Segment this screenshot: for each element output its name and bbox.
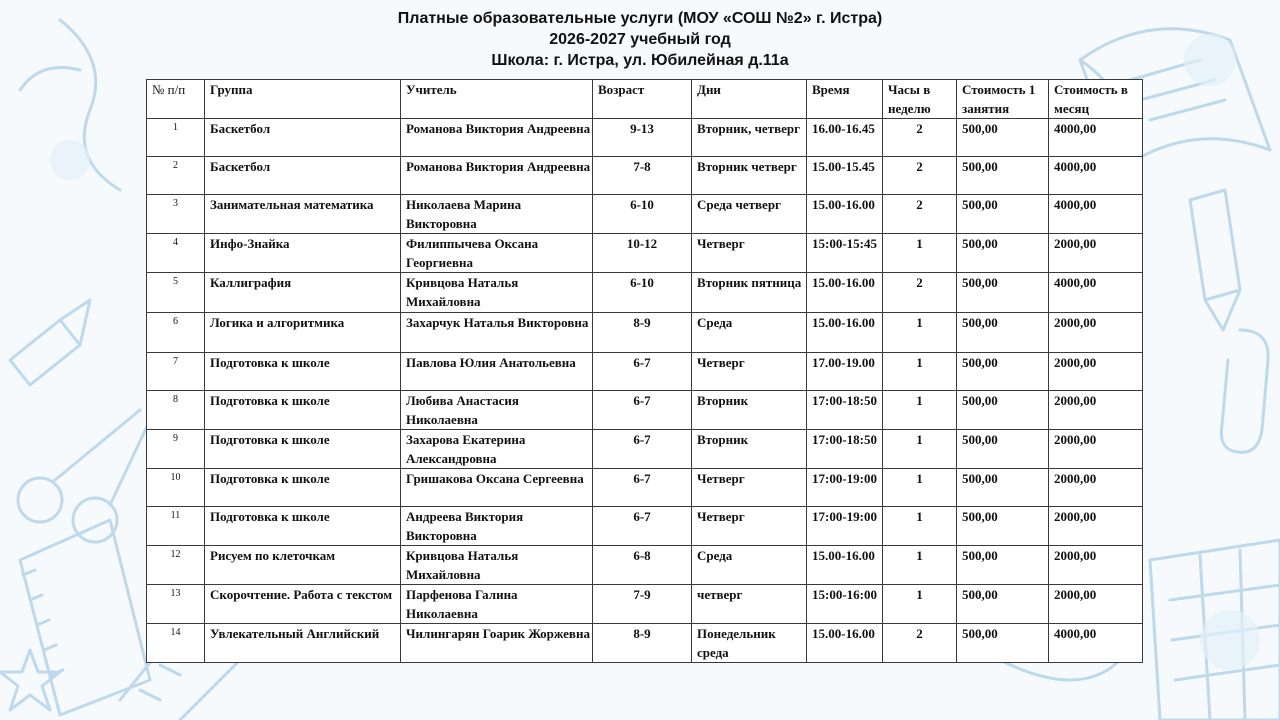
header-year: 2026-2027 учебный год [549,31,731,48]
column-header-group: Группа [205,80,401,119]
cell-time: 17.00-19.00 [807,353,883,391]
cell-hours: 1 [883,585,957,624]
cell-hours: 1 [883,469,957,507]
column-header-age: Возраст [593,80,692,119]
table-body [147,119,1143,663]
cell-num: 12 [147,546,205,585]
table-row [147,157,1143,195]
cell-time: 15.00-16.00 [807,546,883,585]
cell-teacher: Романова Виктория Андреевна [401,157,593,195]
cell-days: Среда четверг [692,195,807,234]
cell-age: 7-8 [593,157,692,195]
cell-price-month: 4000,00 [1049,157,1143,195]
cell-age: 6-7 [593,391,692,430]
cell-price-lesson: 500,00 [957,195,1049,234]
document-header [0,8,1280,71]
cell-hours: 2 [883,195,957,234]
cell-teacher: Кривцова Наталья Михайловна [401,546,593,585]
cell-days: Вторник четверг [692,157,807,195]
table-row [147,119,1143,157]
cell-hours: 1 [883,234,957,273]
cell-hours: 1 [883,353,957,391]
cell-hours: 1 [883,507,957,546]
table-row [147,546,1143,585]
cell-hours: 1 [883,546,957,585]
cell-price-lesson: 500,00 [957,353,1049,391]
cell-price-month: 2000,00 [1049,313,1143,353]
cell-price-month: 2000,00 [1049,391,1143,430]
cell-time: 15.00-15.45 [807,157,883,195]
cell-price-month: 4000,00 [1049,195,1143,234]
cell-price-month: 4000,00 [1049,624,1143,663]
cell-price-month: 2000,00 [1049,430,1143,469]
cell-time: 15.00-16.00 [807,195,883,234]
column-header-price-month: Стоимость в месяц [1049,80,1143,119]
cell-age: 8-9 [593,624,692,663]
cell-age: 6-7 [593,430,692,469]
cell-group: Баскетбол [205,119,401,157]
cell-group: Скорочтение. Работа с текстом [205,585,401,624]
cell-age: 10-12 [593,234,692,273]
cell-teacher: Гришакова Оксана Сергеевна [401,469,593,507]
cell-price-lesson: 500,00 [957,469,1049,507]
cell-age: 6-7 [593,353,692,391]
cell-teacher: Любива Анастасия Николаевна [401,391,593,430]
cell-price-lesson: 500,00 [957,313,1049,353]
cell-days: Вторник, четверг [692,119,807,157]
cell-time: 17:00-18:50 [807,430,883,469]
cell-hours: 2 [883,157,957,195]
cell-hours: 2 [883,119,957,157]
cell-days: Четверг [692,234,807,273]
cell-num: 9 [147,430,205,469]
cell-age: 6-7 [593,469,692,507]
cell-num: 14 [147,624,205,663]
cell-age: 6-10 [593,273,692,313]
cell-group: Логика и алгоритмика [205,313,401,353]
cell-days: Вторник пятница [692,273,807,313]
cell-days: Четверг [692,353,807,391]
table-row [147,273,1143,313]
table-header-row [147,80,1143,119]
cell-teacher: Чилингарян Гоарик Жоржевна [401,624,593,663]
table-row [147,585,1143,624]
header-title: Платные образовательные услуги (МОУ «СОШ №2» г. Истра) [397,10,883,27]
cell-group: Баскетбол [205,157,401,195]
column-header-time: Время [807,80,883,119]
cell-time: 17:00-19:00 [807,507,883,546]
cell-price-month: 2000,00 [1049,585,1143,624]
column-header-teacher: Учитель [401,80,593,119]
cell-teacher: Захарова Екатерина Александровна [401,430,593,469]
cell-price-month: 2000,00 [1049,234,1143,273]
column-header-num: № п/п [147,80,205,119]
cell-days: Четверг [692,507,807,546]
cell-num: 8 [147,391,205,430]
cell-age: 9-13 [593,119,692,157]
cell-teacher: Павлова Юлия Анатольевна [401,353,593,391]
column-header-hours: Часы в неделю [883,80,957,119]
cell-num: 10 [147,469,205,507]
table-row [147,313,1143,353]
cell-teacher: Захарчук Наталья Викторовна [401,313,593,353]
cell-time: 15.00-16.00 [807,313,883,353]
cell-price-month: 2000,00 [1049,546,1143,585]
cell-days: Вторник [692,430,807,469]
table-row [147,234,1143,273]
services-table [146,79,1143,663]
table-row [147,469,1143,507]
cell-hours: 1 [883,430,957,469]
table-row [147,507,1143,546]
cell-teacher: Филиппычева Оксана Георгиевна [401,234,593,273]
cell-price-month: 4000,00 [1049,119,1143,157]
cell-price-lesson: 500,00 [957,119,1049,157]
table-row [147,353,1143,391]
cell-time: 15:00-15:45 [807,234,883,273]
cell-time: 15.00-16.00 [807,624,883,663]
cell-time: 17:00-19:00 [807,469,883,507]
cell-hours: 1 [883,313,957,353]
cell-group: Подготовка к школе [205,391,401,430]
cell-teacher: Парфенова Галина Николаевна [401,585,593,624]
cell-age: 6-7 [593,507,692,546]
cell-price-month: 2000,00 [1049,507,1143,546]
cell-group: Рисуем по клеточкам [205,546,401,585]
cell-hours: 2 [883,273,957,313]
cell-price-lesson: 500,00 [957,273,1049,313]
cell-days: Понедельник среда [692,624,807,663]
cell-num: 11 [147,507,205,546]
cell-group: Инфо-Знайка [205,234,401,273]
cell-group: Каллиграфия [205,273,401,313]
cell-price-lesson: 500,00 [957,624,1049,663]
cell-teacher: Николаева Марина Викторовна [401,195,593,234]
cell-group: Подготовка к школе [205,507,401,546]
cell-group: Подготовка к школе [205,430,401,469]
cell-price-lesson: 500,00 [957,507,1049,546]
cell-days: Среда [692,546,807,585]
cell-num: 2 [147,157,205,195]
cell-hours: 1 [883,391,957,430]
cell-teacher: Андреева Виктория Викторовна [401,507,593,546]
cell-days: Среда [692,313,807,353]
header-address: Школа: г. Истра, ул. Юбилейная д.11а [491,52,789,69]
table-row [147,195,1143,234]
cell-price-lesson: 500,00 [957,430,1049,469]
column-header-price-lesson: Стоимость 1 занятия [957,80,1049,119]
cell-price-lesson: 500,00 [957,234,1049,273]
cell-price-lesson: 500,00 [957,157,1049,195]
cell-days: Четверг [692,469,807,507]
cell-price-lesson: 500,00 [957,391,1049,430]
cell-num: 5 [147,273,205,313]
cell-price-month: 4000,00 [1049,273,1143,313]
table-row [147,391,1143,430]
cell-age: 6-10 [593,195,692,234]
cell-group: Подготовка к школе [205,353,401,391]
cell-group: Занимательная математика [205,195,401,234]
cell-teacher: Кривцова Наталья Михайловна [401,273,593,313]
cell-days: Вторник [692,391,807,430]
cell-price-lesson: 500,00 [957,546,1049,585]
cell-num: 4 [147,234,205,273]
cell-num: 3 [147,195,205,234]
cell-num: 1 [147,119,205,157]
cell-hours: 2 [883,624,957,663]
cell-num: 7 [147,353,205,391]
cell-price-month: 2000,00 [1049,353,1143,391]
cell-teacher: Романова Виктория Андреевна [401,119,593,157]
column-header-days: Дни [692,80,807,119]
table-row [147,624,1143,663]
cell-time: 17:00-18:50 [807,391,883,430]
cell-group: Увлекательный Английский [205,624,401,663]
cell-group: Подготовка к школе [205,469,401,507]
cell-time: 15:00-16:00 [807,585,883,624]
cell-price-lesson: 500,00 [957,585,1049,624]
cell-time: 16.00-16.45 [807,119,883,157]
cell-days: четверг [692,585,807,624]
cell-price-month: 2000,00 [1049,469,1143,507]
cell-age: 8-9 [593,313,692,353]
table-row [147,430,1143,469]
cell-age: 6-8 [593,546,692,585]
cell-num: 6 [147,313,205,353]
cell-num: 13 [147,585,205,624]
cell-time: 15.00-16.00 [807,273,883,313]
cell-age: 7-9 [593,585,692,624]
